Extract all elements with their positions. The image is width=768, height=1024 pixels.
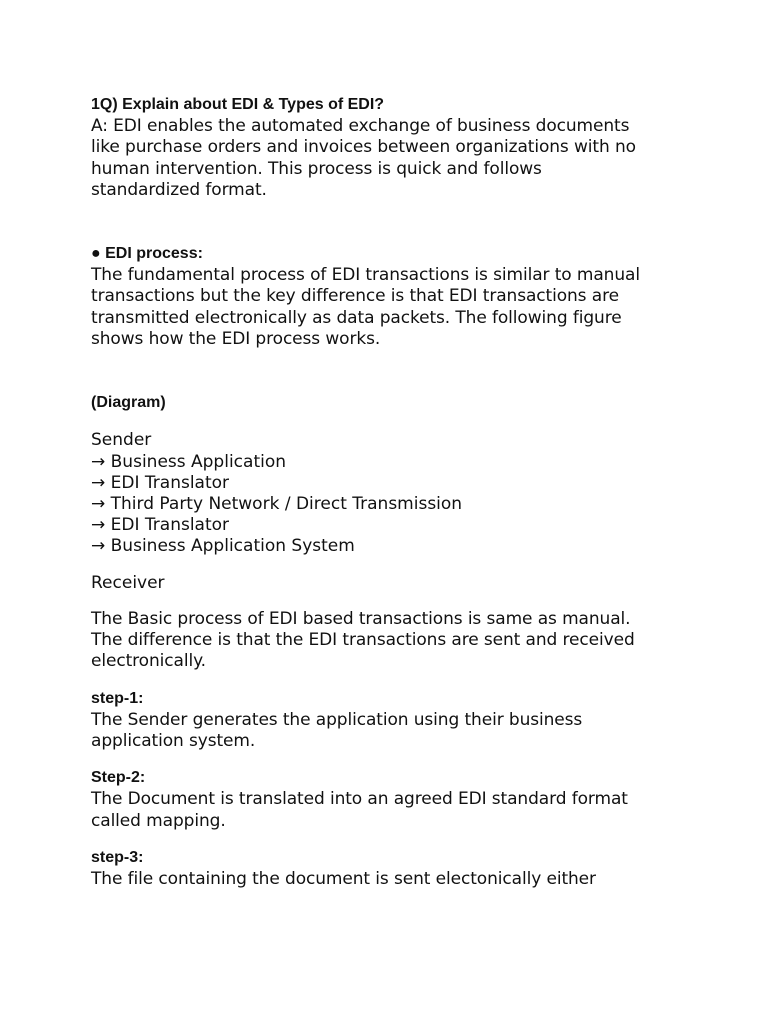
- step-2-text: [91, 789, 711, 832]
- basic-process-text: [91, 609, 711, 673]
- step-line: application system.: [91, 730, 256, 751]
- edi-process-line: transactions but the key difference is that EDI transactions are: [91, 286, 619, 307]
- diagram-flow-step: → Third Party Network / Direct Transmission: [91, 493, 463, 514]
- diagram-flow-step: → Business Application System: [91, 536, 355, 557]
- edi-process-line: The fundamental process of EDI transactions is similar to manual: [91, 265, 640, 286]
- diagram-sender: Sender: [91, 430, 152, 451]
- diagram-heading: (Diagram): [91, 394, 166, 412]
- q1-answer-line: A: EDI enables the automated exchange of business documents: [91, 116, 630, 136]
- basic-process-line: The Basic process of EDI based transactions is same as manual.: [91, 608, 631, 629]
- q1-answer: [91, 116, 711, 201]
- step-line: The Sender generates the application using their business: [91, 709, 583, 730]
- q1-heading: 1Q) Explain about EDI & Types of EDI?: [91, 96, 385, 113]
- edi-process-heading: ● EDI process:: [91, 245, 203, 263]
- edi-process-text: [91, 265, 711, 350]
- q1-answer-line: human intervention. This process is quick and follows: [91, 158, 542, 179]
- q1-answer-line: standardized format.: [91, 179, 267, 200]
- edi-process-line: shows how the EDI process works.: [91, 329, 381, 350]
- basic-process-line: electronically.: [91, 651, 206, 672]
- step-1-heading: step-1:: [91, 689, 144, 707]
- diagram-flow: [91, 430, 711, 557]
- step-3-text: [91, 869, 711, 890]
- step-line: called mapping.: [91, 810, 226, 831]
- step-line: The Document is translated into an agreed EDI standard format: [91, 789, 628, 810]
- basic-process-line: The difference is that the EDI transactions are sent and received: [91, 630, 635, 651]
- step-line: The file containing the document is sent electonically either: [91, 868, 596, 889]
- edi-process-line: transmitted electronically as data packets. The following figure: [91, 307, 622, 328]
- diagram-flow-step: → Business Application: [91, 451, 287, 472]
- diagram-flow-step: → EDI Translator: [91, 515, 230, 536]
- step-3-heading: step-3:: [91, 848, 144, 866]
- q1-answer-line: like purchase orders and invoices between organizations with no: [91, 137, 636, 158]
- document-page: [91, 94, 711, 890]
- diagram-flow-step: → EDI Translator: [91, 472, 230, 493]
- step-1-text: [91, 710, 711, 753]
- step-2-heading: Step-2:: [91, 769, 146, 787]
- diagram-receiver: Receiver: [91, 572, 165, 593]
